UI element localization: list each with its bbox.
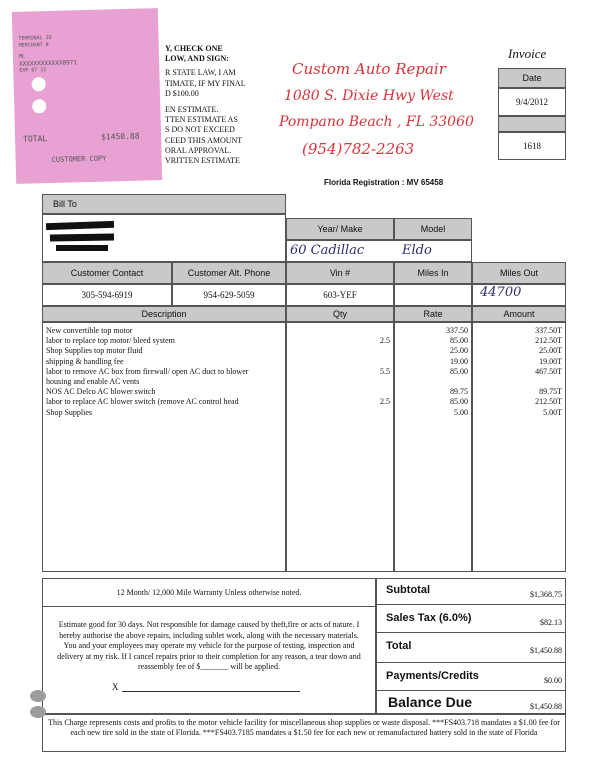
warranty-text: 12 Month/ 12,000 Mile Warranty Unless otherwise noted. [116,588,302,597]
invoice-spacer [498,116,566,132]
list-item: labor to replace top motor/ bleed system [46,336,175,346]
amount-list: 337.50T 212.50T 25.00T 19.00T 467.50T 89.75T 212.50T 5.00T [535,326,562,417]
sales-tax-label: Sales Tax (6.0%) [386,612,472,624]
total-value: $1,450.88 [530,646,562,655]
customer-contact-header: Customer Contact [42,262,172,284]
receipt-customer-copy: CUSTOMER COPY [51,154,107,164]
invoice-date: 9/4/2012 [498,88,566,116]
payments-credits-label: Payments/Credits [386,670,479,682]
punch-hole-1 [30,690,46,702]
qty-header: Qty [286,306,394,322]
footer-notice: This Charge represents costs and profits to the motor vehicle facility for miscellaneous shop supplies or waste disposal. ***FS403.718 mandates a $1.00 fee for each new tire sold in the state of Florida. ***FS403.7185 mandates a $1.50 fee for each new or remanufactured battery sold in the state of Florida [48,718,560,737]
rate-list: 337.50 85.00 25.00 19.00 85.00 89.75 85.00 5.00 [446,326,468,417]
shop-phone: (954)782-2263 [302,140,415,158]
list-item: Shop Supplies [46,407,93,417]
description-header: Description [42,306,286,322]
balance-due-label: Balance Due [388,694,473,710]
date-header: Date [498,68,566,88]
receipt-merchant-label: MERCHANT # [18,41,49,49]
shop-address-line1: 1080 S. Dixie Hwy West [284,88,454,104]
totals-divider-4 [376,690,566,691]
sales-tax-value: $82.13 [540,618,562,627]
signature-line[interactable] [122,691,300,692]
shop-address-line2: Pompano Beach , FL 33060 [279,114,474,130]
receipt-hole-2 [32,99,46,113]
punch-hole-2 [30,706,46,718]
bill-to-header [42,194,286,214]
vin-header: Vin # [286,262,394,284]
customer-alt-phone-header: Customer Alt. Phone [172,262,286,284]
shop-name: Custom Auto Repair [292,60,446,78]
amount-header: Amount [472,306,566,322]
customer-contact-value: 305-594-6919 [42,284,172,306]
totals-divider-2 [376,632,566,633]
redacted-customer-address [50,233,114,241]
miles-in-value [394,284,472,306]
invoice-title: Invoice [508,46,547,61]
list-item: NOS AC Delco AC blower switch [46,387,156,397]
list-item: Shop Supplies top motor fluid [46,346,143,356]
customer-alt-phone-value: 954-629-5059 [172,284,286,306]
receipt-hole-1 [31,77,45,91]
florida-registration: Florida Registration : MV 65458 [324,178,444,187]
redacted-customer-city [56,245,108,251]
receipt-total-label: TOTAL [22,134,48,144]
bill-to-label: Bill To [53,199,77,209]
payments-credits-value: $0.00 [544,676,562,685]
year-make-value: 60 Cadillac [290,243,365,258]
credit-card-receipt [12,8,162,184]
model-header: Model [394,218,472,240]
vin-value: 603-YEF [286,284,394,306]
subtotal-label: Subtotal [386,584,430,596]
subtotal-value: $1,368.75 [530,590,562,599]
invoice-number: 1618 [498,132,566,160]
receipt-total-amount: $1450.88 [100,131,140,142]
list-item: labor to replace AC blower switch (remove AC control head [46,397,239,407]
signature-x: X [112,682,119,692]
totals-divider-1 [376,604,566,605]
estimate-law-text: Y, CHECK ONE LOW, AND SIGN: R STATE LAW, I AM TIMATE, IF MY FINAL D $100.00 EN ESTIMATE. TTEN ESTIMATE AS S DO NOT EXCEED CEED THIS AMOUNT ORAL APPROVAL. VRITTEN ESTIMATE [165,44,246,166]
year-make-header: Year/ Make [286,218,394,240]
terms-text: Estimate good for 30 days. Not responsible for damage caused by theft,fire or acts of nature. I hereby authorise the above repairs, including sublet work, along with the necessary materials. You and your employees may operate my vehicle for the purpose of testing, inspection and delivery at my risk. If I cancel repairs prior to their completion for any reason, a tear down and reassembly fee of $_______ will be applied. [57,620,361,671]
totals-divider-3 [376,662,566,663]
list-item: labor to remove AC box from firewall/ open AC duct to blower [46,366,249,376]
rate-header: Rate [394,306,472,322]
list-item: New convertible top motor [46,326,133,335]
balance-due-value: $1,450.88 [530,702,562,711]
receipt-terminal-label: TERMINAL ID [18,34,52,42]
miles-out-header: Miles Out [472,262,566,284]
miles-out-value: 44700 [480,285,522,300]
list-item: shipping & handling fee [46,356,124,366]
receipt-card-number: XXXXXXXXXXXX8971 [19,59,78,68]
qty-list: 2.5 5.5 2.5 [380,336,390,407]
receipt-expiry: EXP 07 11 [19,67,47,74]
miles-in-header: Miles In [394,262,472,284]
receipt-card-type: MC [18,53,26,60]
terms-divider [42,606,376,607]
description-list [46,326,284,418]
model-value: Eldo [402,243,432,258]
total-label: Total [386,640,412,652]
list-item: housing and enable AC vents [46,377,140,387]
